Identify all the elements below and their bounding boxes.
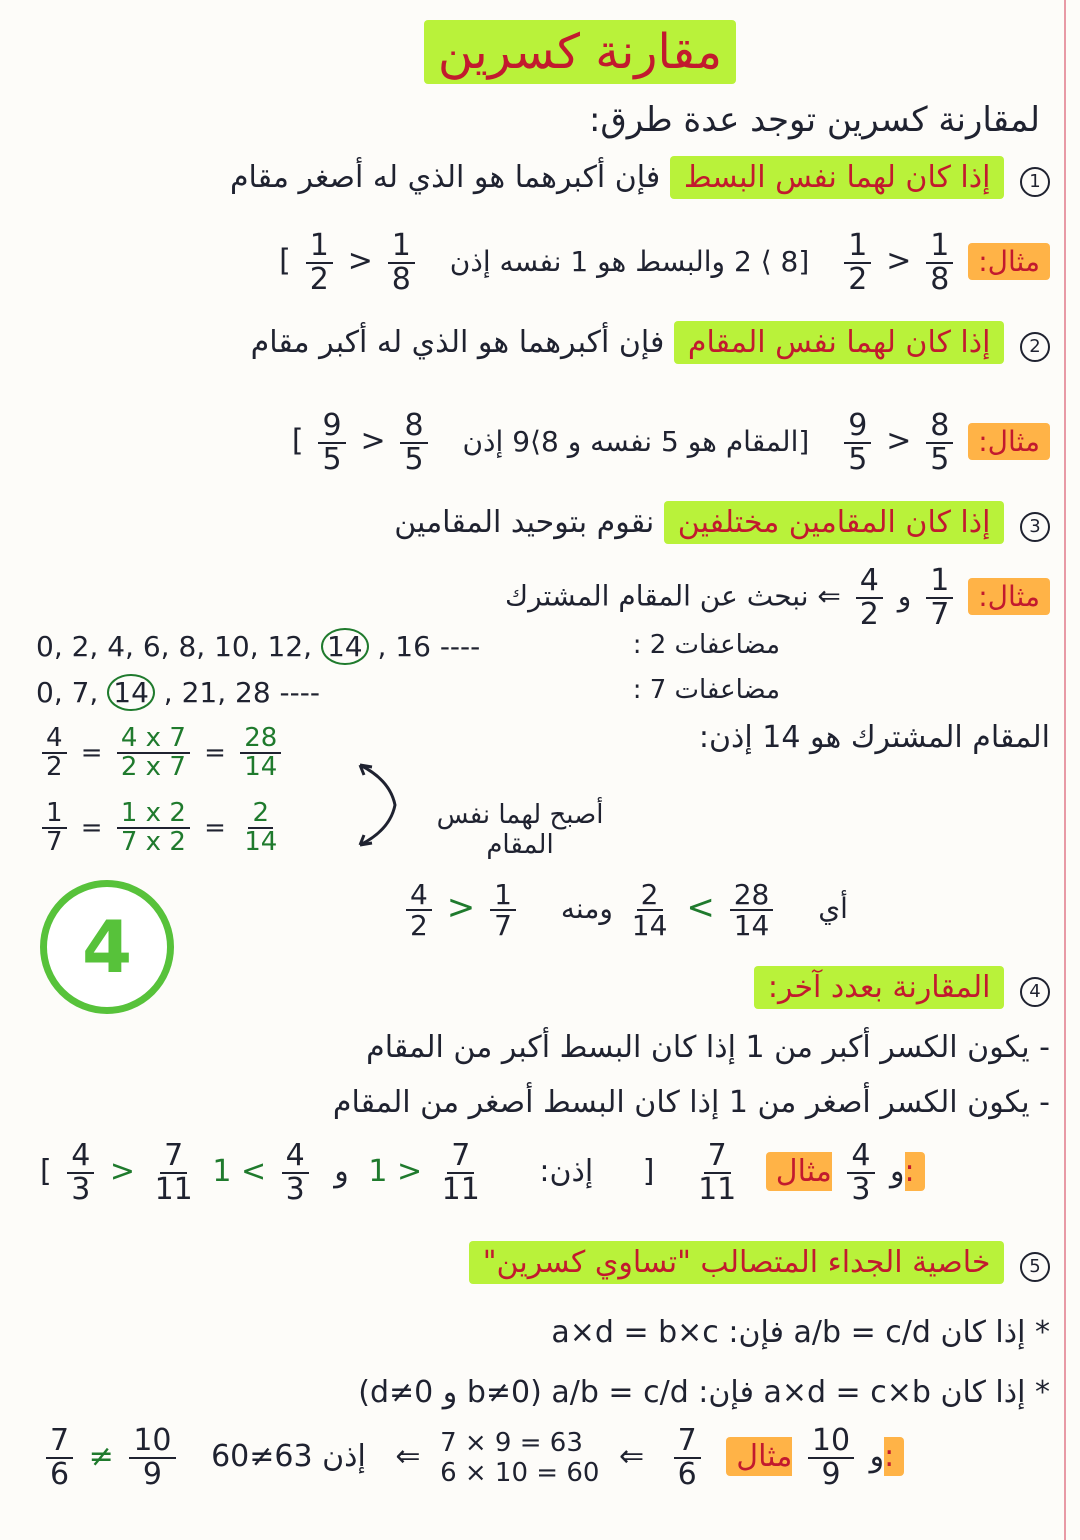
- numerator: 1: [926, 230, 953, 264]
- denominator: 8: [391, 261, 411, 297]
- fraction: [240, 725, 281, 782]
- fraction: [926, 410, 953, 475]
- bracket: ]: [291, 423, 304, 459]
- fraction: [628, 880, 672, 941]
- conclusion-line: [400, 880, 878, 941]
- denominator: 7 x 2: [120, 827, 186, 858]
- result-text: إذن 63≠60: [211, 1439, 366, 1474]
- example-text: [8 ⟩ 2 والبسط هو 1 نفسه إذن: [449, 244, 810, 278]
- fraction: [926, 565, 953, 630]
- denominator: 2 x 7: [120, 752, 186, 783]
- one-value: 1: [212, 1154, 232, 1189]
- fraction: [240, 800, 281, 857]
- section-4-bullet-2: - يكون الكسر أصغر من 1 إذا كان البسط أصغر من المقام: [332, 1085, 1050, 1120]
- and-word: و: [897, 579, 912, 613]
- section-5-heading: [469, 1245, 1050, 1282]
- fraction: [129, 1425, 175, 1490]
- fraction: [318, 410, 345, 475]
- and-word: و: [334, 1154, 349, 1189]
- numerator: 1: [42, 800, 67, 829]
- numerator: 4: [42, 725, 67, 754]
- greater-sign: <: [360, 423, 386, 459]
- denominator: 11: [441, 1171, 480, 1207]
- section-3-highlight: إذا كان المقامين مختلفين: [664, 501, 1005, 544]
- denominator: 5: [930, 441, 950, 477]
- example-text: [المقام هو 5 نفسه و 8⟩9 إذن: [462, 424, 810, 458]
- multiples-7-label: مضاعفات 7 :: [632, 675, 780, 705]
- denominator: 14: [631, 909, 668, 943]
- fraction: [42, 800, 67, 857]
- example-text: ⇐ نبحث عن المقام المشترك: [505, 579, 841, 613]
- fraction: [151, 1140, 197, 1205]
- multiples-2-label: مضاعفات 2 :: [632, 630, 780, 660]
- numerator: 4: [856, 565, 883, 599]
- numerator: 8: [400, 410, 427, 444]
- denominator: 14: [733, 909, 770, 943]
- section-2-heading: [251, 325, 1050, 362]
- one-value: 1: [368, 1154, 388, 1189]
- and-word: و: [869, 1439, 885, 1474]
- page-title: [330, 22, 830, 82]
- less-sign: <: [396, 1154, 423, 1189]
- values-text: 0, 2, 4, 6, 8, 10, 12,: [36, 630, 313, 663]
- fraction: [694, 1140, 740, 1205]
- fraction: [730, 880, 774, 941]
- bracket: [: [40, 1154, 52, 1189]
- denominator: 11: [698, 1171, 737, 1207]
- fraction: [844, 410, 871, 475]
- section-1-rest: فإن أكبرهما هو الذي له أصغر مقام: [229, 160, 661, 195]
- numerator: 4: [847, 1140, 874, 1174]
- numerator: 1: [926, 565, 953, 599]
- fraction: [46, 1425, 73, 1490]
- denominator: 5: [404, 441, 424, 477]
- denominator: 2: [46, 752, 63, 783]
- numerator: 4 x 7: [117, 725, 190, 754]
- numerator: 7: [447, 1140, 474, 1174]
- brace-arrow-icon: [350, 760, 410, 850]
- values-tail: , 16 ----: [377, 630, 481, 663]
- denominator: 7: [46, 827, 63, 858]
- section-5-example: [40, 1425, 904, 1490]
- denominator: 5: [322, 441, 342, 477]
- numerator: 10: [129, 1425, 175, 1459]
- same-denominator-note: أصبح لهما نفس المقام: [436, 800, 604, 860]
- fraction: [856, 565, 883, 630]
- example-label: مثال:: [968, 243, 1050, 280]
- numerator: 8: [926, 410, 953, 444]
- section-3-number: 3: [1020, 512, 1050, 542]
- example-label: مثال:: [726, 1437, 904, 1476]
- denominator: 5: [848, 441, 868, 477]
- implies-arrow-icon: ⇐: [618, 1439, 645, 1474]
- denominator: 8: [930, 261, 950, 297]
- denominator: 2: [410, 909, 428, 943]
- calc-line-2: 6 × 10 = 60: [440, 1457, 600, 1488]
- fraction: [117, 800, 190, 857]
- greater-sign: <: [886, 243, 912, 279]
- section-4-highlight: المقارنة بعدد آخر:: [754, 966, 1005, 1009]
- section-3-example: [505, 565, 1050, 630]
- ay-word: أي: [818, 892, 848, 926]
- numerator: 1 x 2: [117, 800, 190, 829]
- section-1-number: 1: [1020, 167, 1050, 197]
- example-label: مثال:: [968, 423, 1050, 460]
- numerator: 10: [808, 1425, 854, 1459]
- fraction: [400, 410, 427, 475]
- section-1-example: [279, 230, 1050, 295]
- circled-value: 14: [321, 628, 369, 665]
- denominator: 6: [50, 1456, 70, 1492]
- fraction: [674, 1425, 701, 1490]
- fraction: [67, 1140, 94, 1205]
- greater-sign: >: [446, 887, 476, 928]
- section-5-line-1: * إذا كان a/b = c/d فإن: a×d = b×c: [551, 1315, 1050, 1350]
- section-1-highlight: إذا كان لهما نفس البسط: [670, 156, 1005, 199]
- section-4-heading: [754, 970, 1050, 1007]
- denominator: 2: [848, 261, 868, 297]
- fraction: [406, 880, 432, 941]
- greater-sign: <: [347, 243, 373, 279]
- example-label: مثال:: [968, 578, 1050, 615]
- bracket: ]: [279, 243, 291, 279]
- section-5-number: 5: [1020, 1252, 1050, 1282]
- numerator: 1: [490, 880, 516, 911]
- numerator: 28: [730, 880, 774, 911]
- implies-arrow-icon: ⇐: [395, 1439, 421, 1474]
- section-four-marker: 4: [40, 880, 174, 1014]
- numerator: 1: [388, 230, 415, 264]
- fraction: [282, 1140, 309, 1205]
- fraction: [808, 1425, 854, 1490]
- values-text: 0, 7,: [36, 676, 99, 709]
- numerator: 7: [46, 1425, 73, 1459]
- numerator: 1: [844, 230, 871, 264]
- section-2-highlight: إذا كان لهما نفس المقام: [674, 321, 1005, 364]
- margin-line: [1064, 0, 1066, 1540]
- calc-line-1: 7 × 9 = 63: [440, 1427, 583, 1458]
- fraction: [847, 1140, 874, 1205]
- numerator: 2: [637, 880, 663, 911]
- denominator: 9: [142, 1456, 162, 1492]
- common-denominator-text: المقام المشترك هو 14 إذن:: [698, 720, 1050, 755]
- section-4-example: [40, 1140, 925, 1205]
- numerator: 1: [306, 230, 333, 264]
- multiples-7-values: [36, 674, 320, 711]
- denominator: 3: [285, 1171, 305, 1207]
- numerator: 4: [406, 880, 432, 911]
- numerator: 4: [282, 1140, 309, 1174]
- and-word: و: [890, 1154, 905, 1189]
- conclusion-prefix: ومنه: [560, 892, 613, 926]
- denominator: 3: [71, 1171, 91, 1207]
- numerator: 2: [248, 800, 273, 829]
- denominator: 9: [821, 1456, 841, 1492]
- section-4-number: 4: [1020, 977, 1050, 1007]
- bracket: ]: [642, 1154, 655, 1189]
- denominator: 11: [154, 1171, 193, 1207]
- denominator: 14: [244, 827, 278, 858]
- calc-stack: [440, 1428, 599, 1488]
- numerator: 9: [318, 410, 345, 444]
- numerator: 28: [240, 725, 281, 754]
- fraction: [438, 1140, 484, 1205]
- fraction: [117, 725, 190, 782]
- section-3-rest: نقوم بتوحيد المقامين: [394, 505, 655, 540]
- then-word: إذن:: [539, 1154, 594, 1189]
- greater-sign: >: [109, 1154, 136, 1189]
- not-equal-sign: ≠: [88, 1439, 114, 1474]
- circled-value: 14: [107, 674, 155, 711]
- equation-2: $\frac{1}{7}$ = $\frac{1 x 2}{7 x 2}$ = $\frac{2}{14}$: [36, 800, 287, 857]
- section-2-number: 2: [1020, 332, 1050, 362]
- fraction: [926, 230, 953, 295]
- values-tail: , 21, 28 ----: [163, 676, 320, 709]
- numerator: 7: [704, 1140, 731, 1174]
- greater-sign: <: [886, 423, 912, 459]
- numerator: 7: [674, 1425, 701, 1459]
- intro-text: لمقارنة كسرين توجد عدة طرق:: [588, 100, 1040, 140]
- denominator: 6: [677, 1456, 697, 1492]
- fraction: [42, 725, 67, 782]
- denominator: 2: [859, 596, 879, 632]
- numerator: 4: [67, 1140, 94, 1174]
- denominator: 7: [930, 596, 950, 632]
- denominator: 7: [494, 909, 512, 943]
- section-1-heading: [230, 160, 1050, 197]
- section-3-heading: [394, 505, 1050, 542]
- numerator: 9: [844, 410, 871, 444]
- fraction: [490, 880, 516, 941]
- greater-sign: >: [686, 887, 715, 928]
- section-2-example: [292, 410, 1050, 475]
- greater-sign: >: [240, 1154, 267, 1189]
- numerator: 7: [160, 1140, 187, 1174]
- equation-1: $\frac{4}{2}$ = $\frac{4 x 7}{2 x 7}$ = $\frac{28}{14}$: [36, 725, 287, 782]
- denominator: 3: [851, 1171, 871, 1207]
- section-5-line-2: * إذا كان a×d = c×b فإن: a/b = c/d (b≠0 و d≠0): [358, 1375, 1050, 1410]
- section-4-bullet-1: - يكون الكسر أكبر من 1 إذا كان البسط أكبر من المقام: [366, 1030, 1050, 1065]
- fraction: [306, 230, 333, 295]
- example-label: مثال:: [766, 1152, 925, 1191]
- fraction: [844, 230, 871, 295]
- title-text: مقارنة كسرين: [424, 20, 736, 84]
- multiples-2-values: [36, 628, 480, 665]
- denominator: 14: [244, 752, 278, 783]
- fraction: [388, 230, 415, 295]
- section-5-highlight: خاصية الجداء المتصالب "تساوي كسرين": [469, 1241, 1005, 1284]
- denominator: 2: [309, 261, 329, 297]
- section-2-rest: فإن أكبرهما هو الذي له أكبر مقام: [250, 325, 665, 360]
